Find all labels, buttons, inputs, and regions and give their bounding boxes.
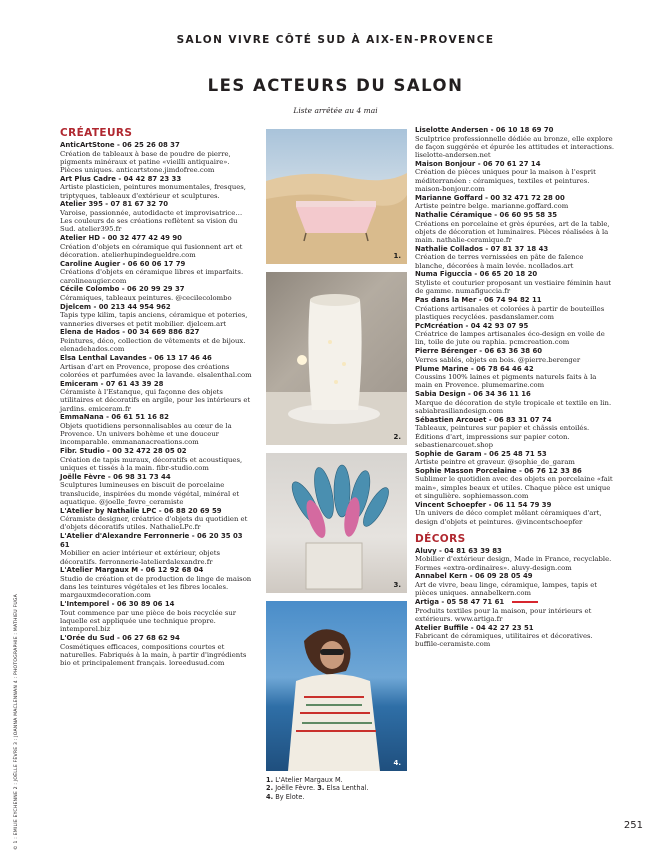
section-kicker: SALON VIVRE CÔTÉ SUD À AIX-EN-PROVENCE	[176, 34, 495, 46]
exhibitor-entry	[60, 234, 252, 259]
exhibitor-name: Sophie Masson Porcelaine - 06 76 12 33 86	[415, 466, 582, 475]
exhibitor-name: Maison Bonjour - 06 70 61 27 14	[415, 159, 541, 168]
exhibitor-name: Atelier Buffile - 04 42 27 23 51	[415, 623, 534, 632]
exhibitor-list	[415, 126, 615, 526]
exhibitor-list	[60, 141, 252, 667]
exhibitor-name: Cécile Colombo - 06 20 99 29 37	[60, 285, 185, 294]
exhibitor-name: Marianne Goffard - 00 32 471 72 28 00	[415, 193, 565, 202]
exhibitor-entry	[415, 245, 615, 270]
exhibitor-name: Sébastien Arcouet - 06 83 31 07 74	[415, 415, 552, 424]
table-in-dunes-illustration	[266, 129, 407, 264]
exhibitor-name: Sabia Design - 06 34 36 11 16	[415, 390, 531, 399]
exhibitor-description: Créatrice de lampes artisanales éco-design en voile de lin, toile de jute ou raphia. pcmcreation.com	[415, 330, 605, 347]
exhibitor-description: Tout commence par une pièce de bois recyclée sur laquelle est appliquée une technique propre. intemporel.biz	[60, 608, 237, 634]
exhibitor-description: Studio de création et de production de linge de maison dans les teintures végétales et les fibres locales. margauxmdecoration.com	[60, 574, 252, 600]
exhibitor-entry	[60, 600, 252, 633]
exhibitor-description: Céramiques, tableaux peintures. @cecilecolombo	[60, 293, 232, 302]
section-heading-createurs: CRÉATEURS	[60, 127, 133, 139]
exhibitor-description: Un univers de déco complet mêlant céramiques d'art, design d'objets et peintures. @vincentschoepfer	[415, 509, 602, 526]
exhibitor-name: Fibr. Studio - 00 32 472 28 05 02	[60, 447, 187, 456]
exhibitor-entry	[415, 126, 615, 159]
caption-text: L'Atelier Margaux M.	[273, 776, 343, 784]
exhibitor-description: Artiste peintre belge. marianne.goffard.com	[415, 202, 569, 211]
caption-text: Elsa Lenthal.	[324, 784, 369, 793]
exhibitor-entry	[60, 175, 252, 200]
exhibitor-name: Djelcem - 00 213 44 954 962	[60, 302, 171, 311]
photo-number: 4.	[393, 759, 401, 767]
exhibitor-description: Sculptrice professionnelle dédiée au bronze, elle explore de façon suggérée et épurée les attitudes et interactions. liselotte-andersen.net	[415, 134, 615, 159]
exhibitor-name: Sophie de Garam - 06 25 48 71 53	[415, 449, 547, 458]
exhibitor-name: Pierre Bérenger - 06 63 36 38 60	[415, 347, 543, 356]
exhibitor-description: Cosmétiques efficaces, compositions courtes et naturelles. Fabriqués à la main, à partir d'ingrédients bio et principalement français. loreedusud.com	[60, 642, 247, 668]
photo-number: 2.	[393, 433, 401, 441]
exhibitor-name: Joëlle Fèvre - 06 98 31 73 44	[60, 472, 171, 481]
exhibitor-entry	[415, 390, 615, 415]
lavender-bouquet-illustration	[266, 453, 407, 593]
caption-number: 4.	[266, 792, 274, 801]
exhibitor-entry	[60, 285, 252, 302]
exhibitor-entry	[60, 354, 252, 379]
caption-text: By Elote.	[273, 792, 305, 801]
caption-number: 1.	[266, 776, 274, 784]
exhibitor-entry	[415, 347, 615, 364]
exhibitor-entry	[60, 413, 252, 446]
exhibitor-description: Artiste plasticien, peintures monumentales, fresques, triptyques, tableaux d'extérieur et sculptures.	[60, 183, 246, 200]
exhibitor-name: Liselotte Andersen - 06 10 18 69 70	[415, 126, 554, 134]
exhibitor-name: Aluvy - 04 81 63 39 83	[415, 546, 502, 555]
photo-credits: © 1 : EMILIE EYCHENNE 2 : JOËLLE FÈVRE 3 : JOANNA MACLENNAN 4 : PHOTOGRAPHIE : MATHIEU FUGA	[14, 594, 19, 850]
exhibitor-entry	[415, 624, 615, 649]
exhibitor-name: L'Orée du Sud - 06 27 68 62 94	[60, 634, 180, 643]
exhibitor-description: Création d'objets en céramique qui fusionnent art et décoration. atelierhupindegueldre.com	[60, 242, 243, 260]
photo-number: 1.	[393, 252, 401, 260]
exhibitor-entry	[60, 303, 252, 328]
exhibitor-entry	[60, 380, 252, 413]
exhibitor-name: L'Atelier d'Alexandre Ferronnerie - 06 20 35 03 61	[60, 532, 243, 549]
photo-number: 3.	[393, 581, 401, 589]
exhibitor-entry	[415, 450, 615, 467]
exhibitor-entry	[60, 200, 252, 233]
exhibitor-description: Création de tapis muraux, décoratifs et acoustiques, uniques et tissés à la main. fibr-studio.com	[60, 455, 243, 473]
exhibitor-name: Elsa Lenthal Lavandes - 06 13 17 46 46	[60, 354, 212, 362]
page-subtitle: Liste arrêtée au 4 mai	[293, 106, 378, 115]
exhibitor-description: Artisan d'art en Provence, propose des créations colorées et parfumées avec la lavande. elsalenthal.com	[60, 362, 252, 379]
exhibitor-description: Créations artisanales et colorées à partir de bouteilles plastiques recyclées. pasdanslamer.com	[415, 304, 605, 321]
exhibitor-name: Artiga - 05 58 47 71 61	[415, 598, 615, 607]
column-right	[415, 126, 615, 649]
exhibitor-entry	[415, 598, 615, 623]
exhibitor-description: Créations d'objets en céramique libres et imparfaits. carolineaugier.com	[60, 268, 244, 285]
caption-text: Joëlle Fèvre.	[273, 784, 318, 793]
exhibitor-entry	[415, 211, 615, 244]
woman-by-sea-illustration	[266, 601, 407, 771]
exhibitor-description: Tableaux, peintures sur papier et châssis entoilés. Éditions d'art, impressions sur papier coton. sebastienarcouet.shop	[415, 424, 590, 449]
exhibitor-entry	[415, 270, 615, 295]
exhibitor-entry	[415, 296, 615, 321]
exhibitor-name: Numa Figuccia - 06 65 20 18 20	[415, 270, 538, 279]
exhibitor-description: Création de terres vernissées en pâte de faïence blanche, décorées à main levée. ncollados.art	[415, 253, 584, 270]
caption-number: 3.	[317, 784, 325, 793]
exhibitor-name: Elena de Hados - 00 34 669 886 827	[60, 328, 200, 337]
exhibitor-name: Annabel Kern - 06 09 28 05 49	[415, 572, 533, 581]
exhibitor-description: Mobilier en acier intérieur et extérieur, objets décoratifs. ferronnerie-latelierdalexandre.fr	[60, 549, 220, 566]
photo-captions	[266, 776, 407, 801]
section-heading-decors: DÉCORS	[415, 532, 466, 545]
exhibitor-list	[415, 547, 615, 649]
photo-joelle-fevre	[266, 272, 407, 445]
page-number: 251	[623, 820, 643, 831]
exhibitor-name: L'Atelier Margaux M - 06 12 92 68 04	[60, 566, 204, 575]
exhibitor-description: Tapis type kilim, tapis anciens, céramique et poteries, vanneries diverses et petit mobilier. djelcem.art	[60, 311, 248, 328]
exhibitor-name: Emiceram - 07 61 43 39 28	[60, 379, 164, 388]
exhibitor-description: Artiste peintre et graveur. @sophie_de_garam	[415, 458, 575, 467]
exhibitor-description: Objets quotidiens personnalisables au cœur de la Provence. Un univers bohème et une douceur incomparable. emmananacreations.com	[60, 421, 232, 447]
exhibitor-name: Nathalie Collados - 07 81 37 18 43	[415, 244, 549, 253]
exhibitor-description: Art de vivre, beau linge, céramique, lampes, tapis et pièces uniques. annabelkern.com	[415, 580, 598, 598]
exhibitor-name: L'Intemporel - 06 30 89 06 14	[60, 600, 175, 609]
exhibitor-name: PcMcréation - 04 42 93 07 95	[415, 321, 529, 330]
exhibitor-name: Pas dans la Mer - 06 74 94 82 11	[415, 296, 542, 305]
exhibitor-entry	[415, 322, 615, 347]
exhibitor-entry	[60, 141, 252, 174]
exhibitor-name: Caroline Augier - 06 60 06 17 79	[60, 259, 186, 268]
exhibitor-description: Mobilier d'extérieur design, Made in France, recyclable. Formes «extra-ordinaires». aluvy-design.com	[415, 555, 612, 572]
photo-atelier-margaux	[266, 129, 407, 264]
caption-number: 2.	[266, 784, 274, 793]
exhibitor-entry	[415, 416, 615, 449]
exhibitor-description: Fabricant de céramiques, utilitaires et décoratives. buffile-ceramiste.com	[415, 632, 593, 649]
exhibitor-name: L'Atelier by Nathalie LPC - 06 88 20 69 59	[60, 506, 222, 515]
photo-by-elote	[266, 601, 407, 771]
page-title: LES ACTEURS DU SALON	[207, 76, 464, 95]
porcelain-lamp-illustration	[266, 272, 407, 445]
exhibitor-entry	[415, 572, 615, 597]
exhibitor-description: Créations en porcelaine et grès épurées, art de la table, objets de décoration et luminaires. Pièces réalisées à la main. nathalie-ceramique.fr	[415, 219, 610, 245]
exhibitor-description: Céramiste à l'Estanque, qui façonne des objets utilitaires et décoratifs en argile, pour les intérieurs et jardins. emiceram.fr	[60, 388, 251, 413]
exhibitor-entry	[60, 260, 252, 285]
exhibitor-entry	[60, 447, 252, 472]
exhibitor-name: Art Plus Cadre - 04 42 87 23 33	[60, 174, 182, 183]
exhibitor-entry	[60, 634, 252, 667]
exhibitor-name: Atelier 395 - 07 81 67 32 70	[60, 200, 169, 209]
exhibitor-entry	[60, 507, 252, 532]
exhibitor-description: Sublimer le quotidien avec des objets en porcelaine «fait main», simples beaux et utiles. Chaque pièce est unique et singulière. sophiemasson.com	[415, 475, 613, 500]
exhibitor-entry	[60, 566, 252, 599]
exhibitor-description: Création de tableaux à base de poudre de pierre, pigments minéraux et patine «vieilli antiquaire». Pièces uniques. anticartstone.jimdofree.com	[60, 149, 231, 174]
exhibitor-entry	[60, 328, 252, 353]
exhibitor-description: Coussins 100% laines et pigments naturels faits à la main en Provence. plumemarine.com	[415, 373, 597, 390]
exhibitor-name: Nathalie Céramique - 06 60 95 58 35	[415, 211, 558, 220]
exhibitor-entry	[415, 547, 615, 572]
exhibitor-name: Atelier HD - 00 32 477 42 49 90	[60, 234, 182, 243]
exhibitor-entry	[415, 467, 615, 500]
exhibitor-entry	[415, 501, 615, 526]
exhibitor-name: AnticArtStone - 06 25 26 08 37	[60, 141, 180, 149]
exhibitor-entry	[60, 473, 252, 506]
column-createurs	[60, 126, 252, 668]
exhibitor-description: Sculptures lumineuses en biscuit de porcelaine translucide, inspirées du monde végétal, minéral et aquatique. @joelle_fevre_ceramiste	[60, 481, 240, 506]
exhibitor-entry	[415, 365, 615, 390]
exhibitor-entry	[60, 532, 252, 566]
photo-elsa-lenthal	[266, 453, 407, 593]
exhibitor-name: Plume Marine - 06 78 64 46 42	[415, 364, 534, 373]
exhibitor-entry	[415, 194, 615, 211]
exhibitor-description: Verres sablés, objets en bois. @pierre.berenger	[415, 355, 581, 364]
exhibitor-name: EmmaNana - 06 61 51 16 82	[60, 413, 169, 422]
exhibitor-description: Varoise, passionnée, autodidacte et improvisatrice… Les couleurs de ses créations reflètent sa vision du Sud. atelier395.fr	[60, 208, 243, 234]
highlight-mark	[512, 601, 538, 603]
exhibitor-description: Peintures, déco, collection de vêtements et de bijoux. elenadehados.com	[60, 336, 246, 354]
exhibitor-description: Produits textiles pour la maison, pour intérieurs et extérieurs. www.artiga.fr	[415, 606, 592, 623]
exhibitor-description: Céramiste designer, créatrice d'objets du quotidien et d'objets décoratifs utiles. NathalieLPc.fr	[60, 515, 248, 532]
exhibitor-description: Styliste et couturier proposant un vestiaire féminin haut de gamme. numafiguccia.fr	[415, 278, 612, 296]
exhibitor-description: Création de pièces uniques pour la maison à l'esprit méditerranéen : céramiques, textiles et peintures. maison-bonjour.com	[415, 168, 596, 193]
exhibitor-name: Vincent Schoepfer - 06 11 54 79 39	[415, 500, 552, 509]
exhibitor-description: Marque de décoration de style tropicale et textile en lin. sabiabrasiliandesign.com	[415, 398, 612, 415]
exhibitor-entry	[415, 160, 615, 193]
